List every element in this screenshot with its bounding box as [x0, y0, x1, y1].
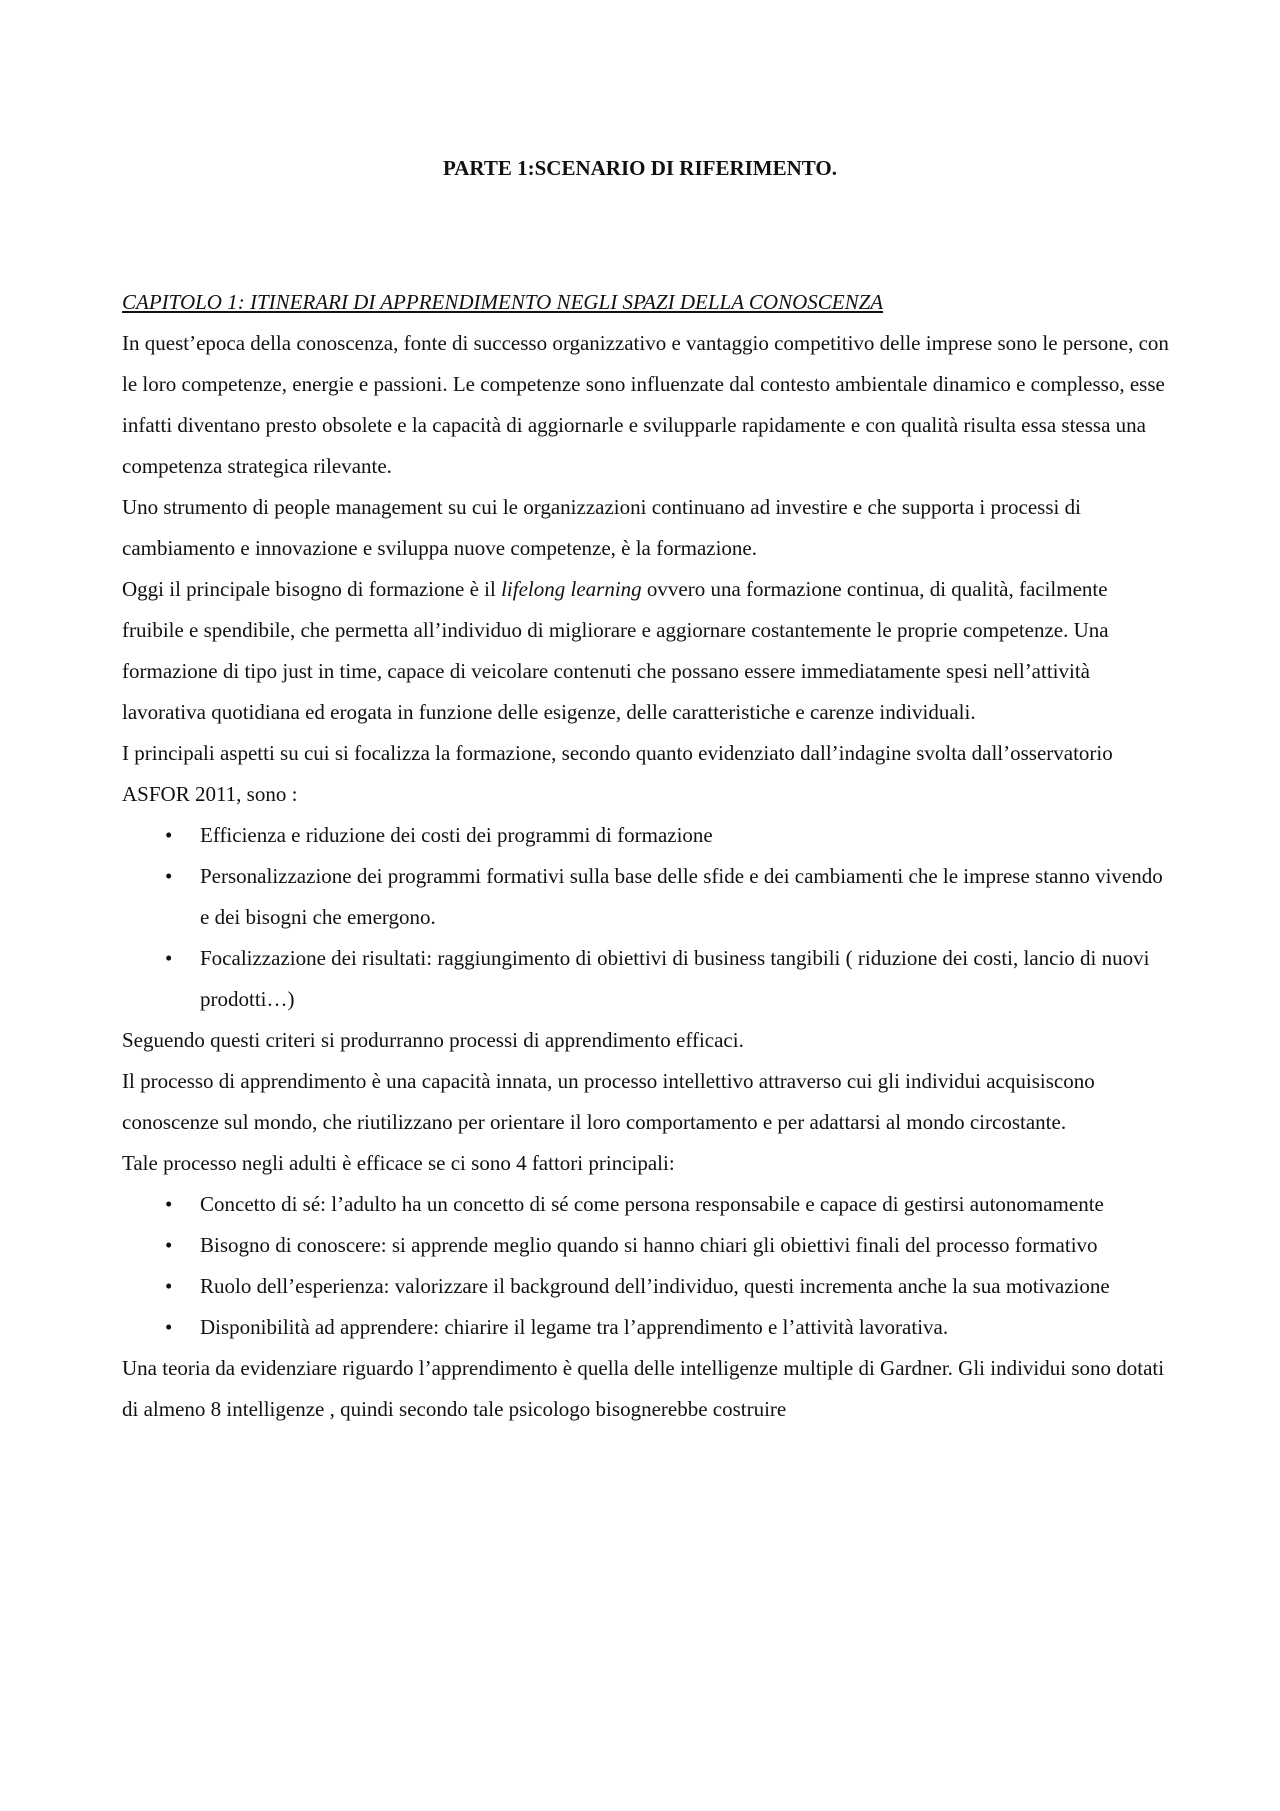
bullet-icon: •	[165, 1315, 173, 1339]
bullet-icon: •	[165, 946, 173, 970]
list-item	[165, 1225, 1170, 1266]
list-item-text: Efficienza e riduzione dei costi dei programmi di formazione	[200, 823, 713, 847]
paragraph-asfor: I principali aspetti su cui si focalizza la formazione, secondo quanto evidenziato dall’indagine svolta dall’osservatorio ASFOR 2011, sono :	[122, 741, 1113, 806]
document-body	[122, 282, 1170, 1430]
bullet-icon: •	[165, 1274, 173, 1298]
list-item	[165, 1266, 1170, 1307]
paragraph-people-management: Uno strumento di people management su cui le organizzazioni continuano ad investire e che supporta i processi di cambiamento e innovazione e sviluppa nuove competenze, è la formazione.	[122, 495, 1081, 560]
list-item	[165, 1184, 1170, 1225]
paragraph-lifelong-learning-start: Oggi il principale bisogno di formazione è il	[122, 577, 502, 601]
list-item-text: Focalizzazione dei risultati: raggiungimento di obiettivi di business tangibili ( riduzione dei costi, lancio di nuovi prodotti…)	[200, 946, 1150, 1011]
paragraph-gardner: Una teoria da evidenziare riguardo l’apprendimento è quella delle intelligenze multiple di Gardner. Gli individui sono dotati di almeno 8 intelligenze , quindi secondo tale psicologo bisognerebbe costruire	[122, 1356, 1165, 1421]
paragraph-adult-factors: Tale processo negli adulti è efficace se ci sono 4 fattori principali:	[122, 1151, 675, 1175]
bullet-icon: •	[165, 1192, 173, 1216]
list-item-text: Bisogno di conoscere: si apprende meglio quando si hanno chiari gli obiettivi finali del processo formativo	[200, 1233, 1098, 1257]
paragraph-lifelong-learning	[122, 569, 1170, 733]
list-item-text: Disponibilità ad apprendere: chiarire il legame tra l’apprendimento e l’attività lavorativa.	[200, 1315, 949, 1339]
list-item	[165, 856, 1170, 938]
lifelong-learning-term: lifelong learning	[501, 577, 642, 601]
list-item	[165, 938, 1170, 1020]
adult-factors-list	[122, 1184, 1170, 1348]
paragraph-intro: In quest’epoca della conoscenza, fonte di successo organizzativo e vantaggio competitivo delle imprese sono le persone, con le loro competenze, energie e passioni. Le competenze sono influenzate dal contesto ambientale dinamico e complesso, esse infatti diventano presto obsolete e la capacità di aggiornarle e svilupparle rapidamente e con qualità risulta essa stessa una competenza strategica rilevante.	[122, 331, 1169, 478]
chapter-title: CAPITOLO 1: ITINERARI DI APPRENDIMENTO NEGLI SPAZI DELLA CONOSCENZA	[122, 290, 884, 314]
training-aspects-list	[122, 815, 1170, 1020]
paragraph-criteria: Seguendo questi criteri si produrranno processi di apprendimento efficaci.	[122, 1028, 744, 1052]
paragraph-learning-process: Il processo di apprendimento è una capacità innata, un processo intellettivo attraverso cui gli individui acquisiscono conoscenze sul mondo, che riutilizzano per orientare il loro comportamento e per adattarsi al mondo circostante.	[122, 1069, 1095, 1134]
bullet-icon: •	[165, 1233, 173, 1257]
bullet-icon: •	[165, 864, 173, 888]
list-item-text: Personalizzazione dei programmi formativi sulla base delle sfide e dei cambiamenti che le imprese stanno vivendo e dei bisogni che emergono.	[200, 864, 1163, 929]
list-item	[165, 1307, 1170, 1348]
paragraph-lifelong-learning-end: ovvero una formazione continua, di qualità, facilmente fruibile e spendibile, che permetta all’individuo di migliorare e aggiornare costantemente le proprie competenze. Una formazione di tipo just in time, capace di veicolare contenuti che possano essere immediatamente spesi nell’attività lavorativa quotidiana ed erogata in funzione delle esigenze, delle caratteristiche e carenze individuali.	[122, 577, 1109, 724]
part-title: PARTE 1:SCENARIO DI RIFERIMENTO.	[442, 156, 838, 180]
list-item-text: Concetto di sé: l’adulto ha un concetto di sé come persona responsabile e capace di gestirsi autonomamente	[200, 1192, 1104, 1216]
bullet-icon: •	[165, 823, 173, 847]
list-item-text: Ruolo dell’esperienza: valorizzare il background dell’individuo, questi incrementa anche la sua motivazione	[200, 1274, 1110, 1298]
list-item	[165, 815, 1170, 856]
